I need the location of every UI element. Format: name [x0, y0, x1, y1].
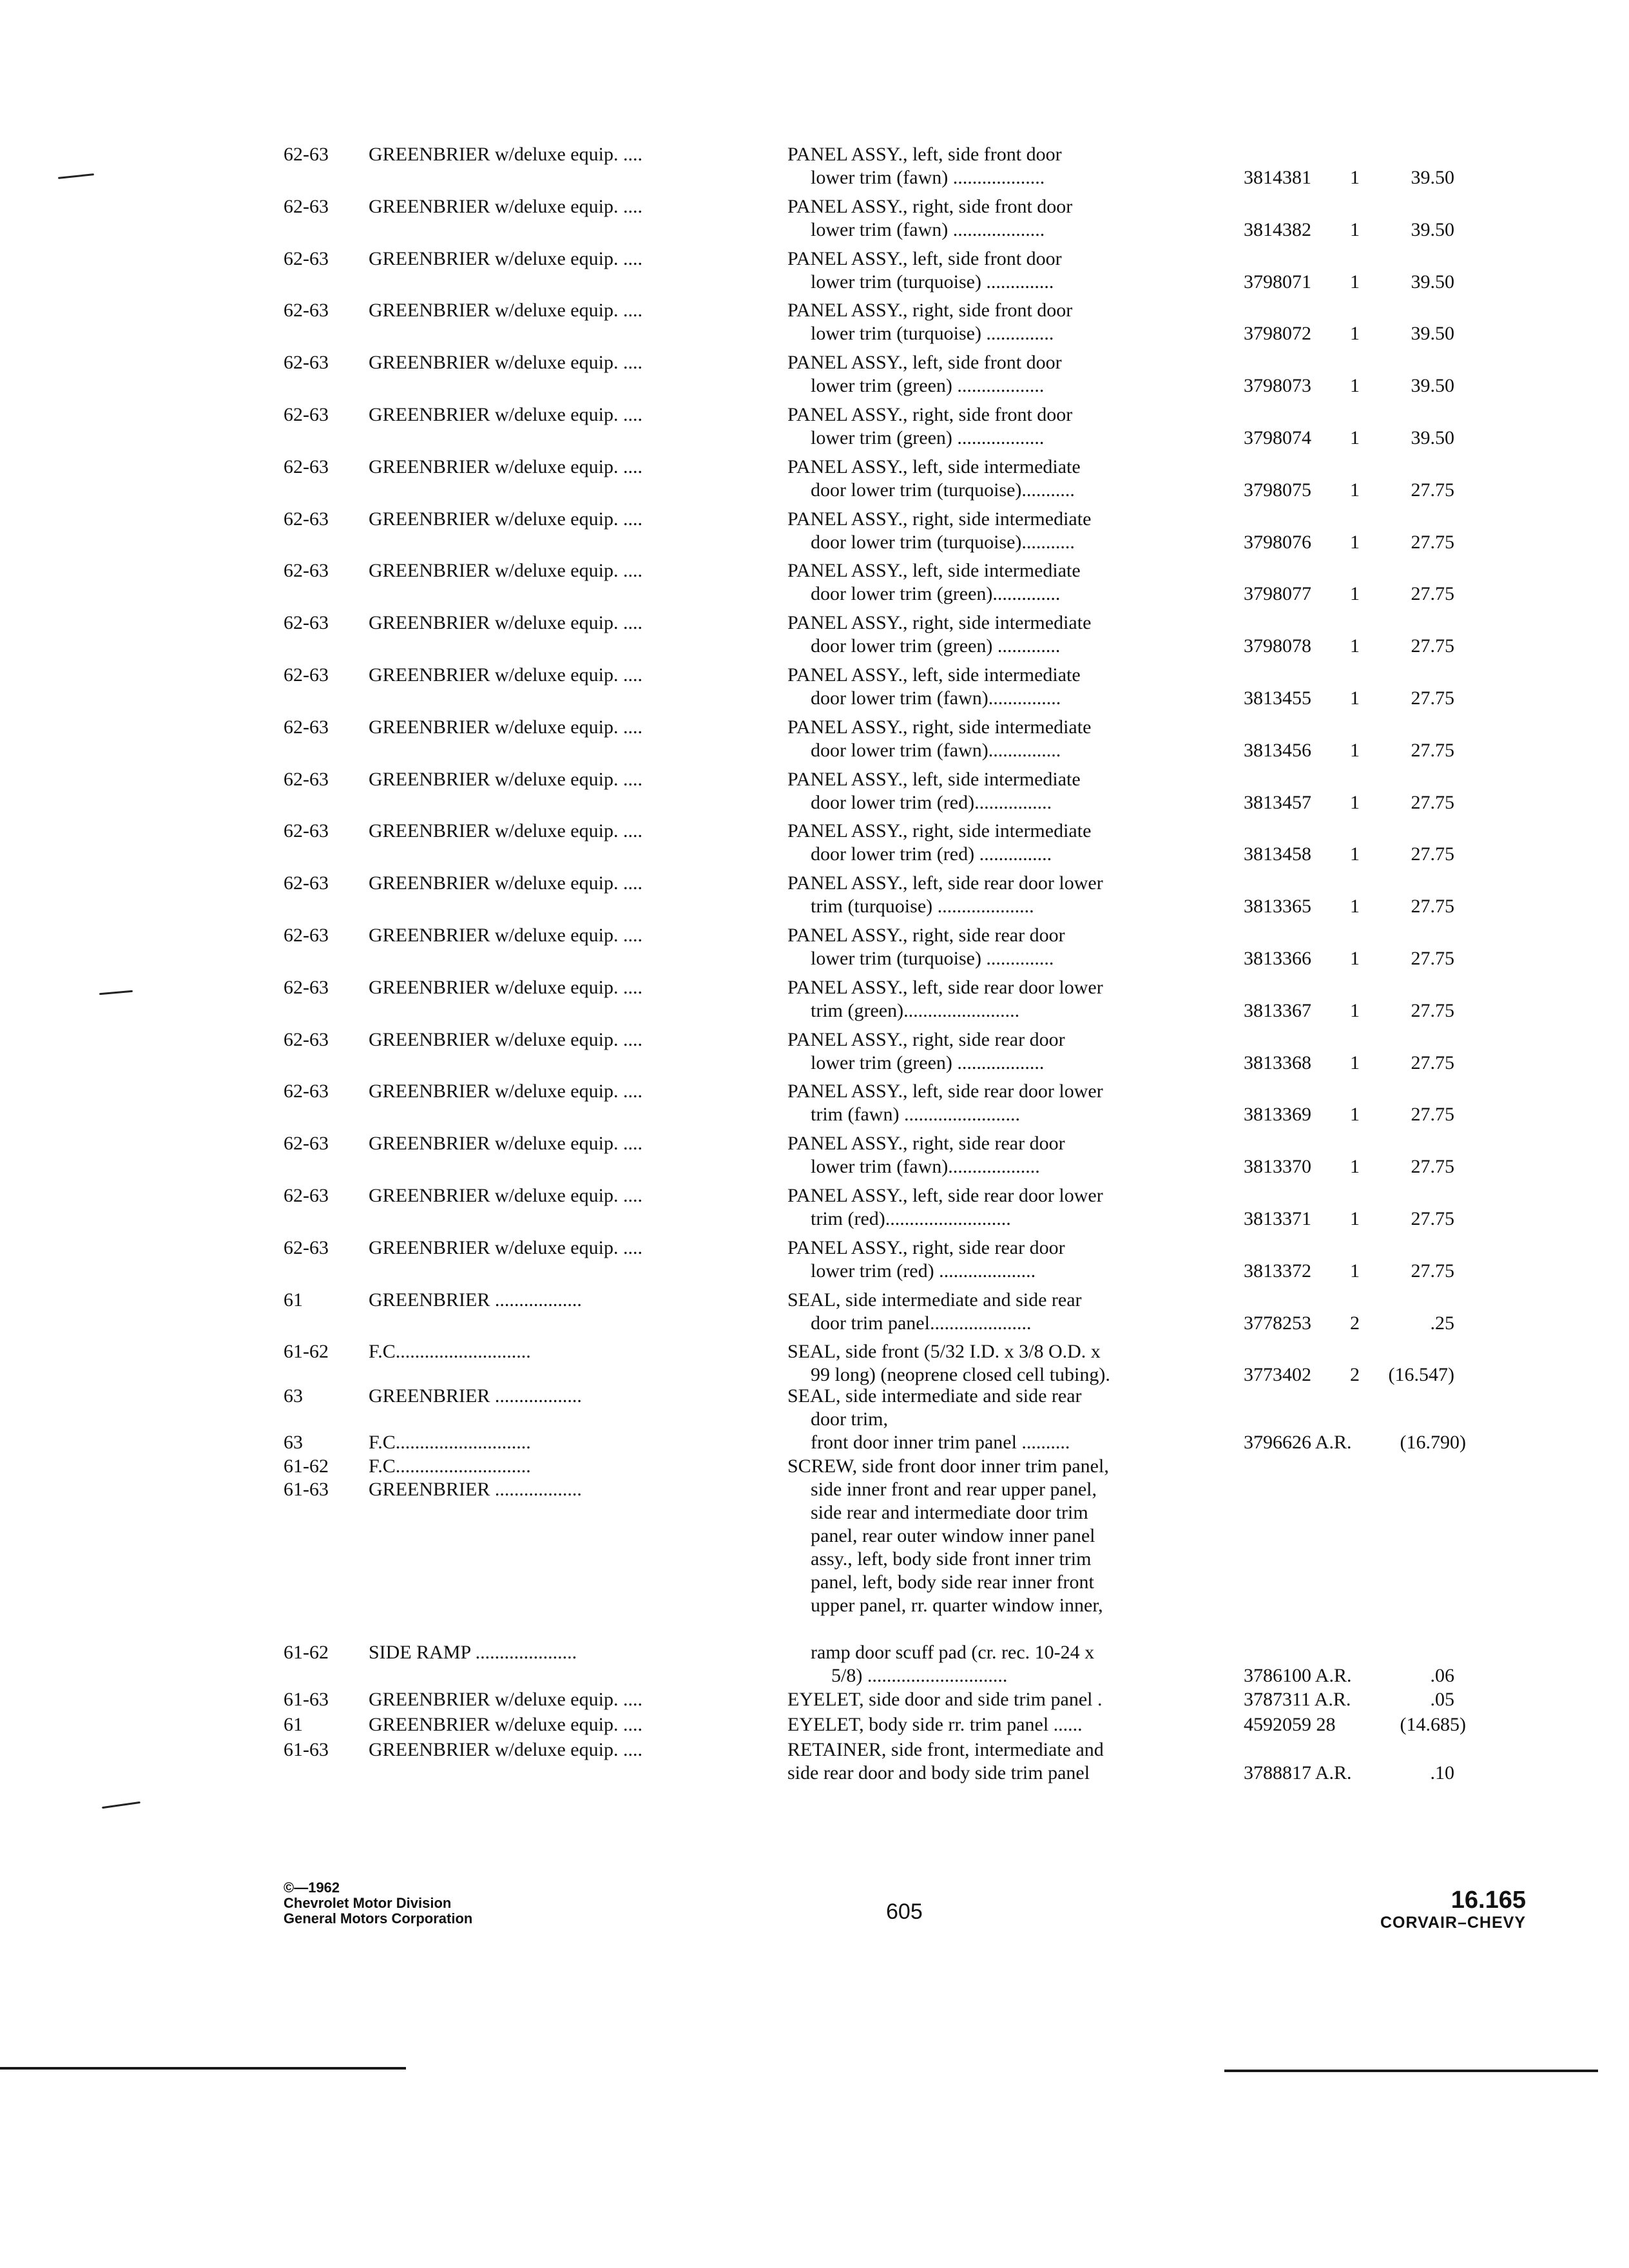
quantity: 1 [1350, 1156, 1360, 1177]
description: PANEL ASSY., right, side intermediate [787, 612, 1092, 633]
quantity: 1 [1350, 843, 1360, 865]
model: GREENBRIER w/deluxe equip. .... [369, 1185, 642, 1206]
description-cont: 99 long) (neoprene closed cell tubing). [811, 1364, 1110, 1385]
year: 62-63 [284, 300, 329, 321]
description: PANEL ASSY., left, side rear door lower [787, 1081, 1103, 1102]
year: 62-63 [284, 456, 329, 477]
bottom-rule-left [0, 2067, 406, 2070]
description-cont: door lower trim (red) ............... [811, 843, 1052, 865]
description-cont: trim (red).......................... [811, 1208, 1011, 1229]
quantity: 1 [1350, 1104, 1360, 1125]
catalog-row [0, 559, 1629, 611]
price: 27.75 [1411, 583, 1454, 604]
description: PANEL ASSY., left, side intermediate [787, 664, 1081, 686]
description: PANEL ASSY., left, side rear door lower [787, 1185, 1103, 1206]
model: GREENBRIER w/deluxe equip. .... [369, 248, 642, 269]
part-number: 3813369 [1244, 1104, 1311, 1125]
description: RETAINER, side front, intermediate and [787, 1739, 1104, 1760]
description: PANEL ASSY., left, side front door [787, 144, 1062, 165]
model: GREENBRIER w/deluxe equip. .... [369, 352, 642, 373]
model: F.C............................ [369, 1456, 531, 1477]
price: 27.75 [1411, 1156, 1454, 1177]
year: 61-62 [284, 1642, 329, 1663]
section-block [1380, 1887, 1526, 1932]
description: PANEL ASSY., left, side rear door lower [787, 872, 1103, 894]
year: 62-63 [284, 1081, 329, 1102]
part-number: 3798071 [1244, 271, 1311, 293]
catalog-row [0, 508, 1629, 559]
description: PANEL ASSY., right, side front door [787, 300, 1073, 321]
description-cont: door lower trim (turquoise)........... [811, 479, 1075, 501]
description: EYELET, body side rr. trim panel ...... [787, 1714, 1083, 1735]
description-cont: panel, rear outer window inner panel [811, 1525, 1095, 1546]
corporation: General Motors Corporation [284, 1910, 473, 1927]
catalog-row [0, 768, 1629, 820]
model: F.C............................ [369, 1432, 531, 1453]
year: 62-63 [284, 248, 329, 269]
model: SIDE RAMP ..................... [369, 1642, 577, 1663]
part-number: 3813367 [1244, 1000, 1311, 1021]
year: 63 [284, 1432, 303, 1453]
price: 27.75 [1411, 1104, 1454, 1125]
bottom-rule-right [1224, 2070, 1598, 2072]
year: 62-63 [284, 977, 329, 998]
copyright-block [284, 1880, 472, 1927]
part-number: 3798074 [1244, 427, 1311, 448]
description: PANEL ASSY., right, side rear door [787, 925, 1065, 946]
scan-mark [102, 1802, 140, 1809]
quantity: 1 [1350, 1052, 1360, 1073]
year: 62-63 [284, 612, 329, 633]
model: GREENBRIER w/deluxe equip. .... [369, 1739, 642, 1760]
model: GREENBRIER w/deluxe equip. .... [369, 664, 642, 686]
catalog-row [0, 351, 1629, 403]
quantity: 1 [1350, 323, 1360, 344]
part-number-qty: 3788817 A.R. [1244, 1762, 1352, 1783]
part-number: 3814382 [1244, 219, 1311, 240]
part-number-qty: 4592059 28 [1244, 1714, 1336, 1735]
price: 39.50 [1411, 271, 1454, 293]
model: GREENBRIER w/deluxe equip. .... [369, 977, 642, 998]
price: 27.75 [1411, 1260, 1454, 1282]
year: 62-63 [284, 769, 329, 790]
catalog-row [0, 299, 1629, 351]
year: 62-63 [284, 352, 329, 373]
part-number: 3778253 [1244, 1312, 1311, 1334]
model: GREENBRIER w/deluxe equip. .... [369, 820, 642, 841]
year: 62-63 [284, 560, 329, 581]
description-cont: lower trim (fawn) ................... [811, 219, 1045, 240]
description-cont: trim (turquoise) .................... [811, 896, 1034, 917]
quantity: 1 [1350, 896, 1360, 917]
part-number: 3814381 [1244, 167, 1311, 188]
year: 61-63 [284, 1689, 329, 1710]
part-number: 3773402 [1244, 1364, 1311, 1385]
price: 27.75 [1411, 896, 1454, 917]
year: 62-63 [284, 820, 329, 841]
quantity: 1 [1350, 948, 1360, 969]
description-cont: panel, left, body side rear inner front [811, 1571, 1094, 1593]
model: GREENBRIER w/deluxe equip. .... [369, 508, 642, 530]
description: SEAL, side intermediate and side rear [787, 1385, 1082, 1407]
price: 27.75 [1411, 635, 1454, 657]
description: PANEL ASSY., right, side rear door [787, 1237, 1065, 1258]
description: PANEL ASSY., right, side front door [787, 404, 1073, 425]
price: .25 [1430, 1312, 1454, 1334]
quantity: 2 [1350, 1312, 1360, 1334]
catalog-row [0, 1340, 1629, 1392]
catalog-brand: CORVAIR–CHEVY [1380, 1914, 1526, 1932]
year: 62-63 [284, 144, 329, 165]
year: 62-63 [284, 1185, 329, 1206]
price: 39.50 [1411, 219, 1454, 240]
description-cont: lower trim (red) .................... [811, 1260, 1036, 1282]
description-cont: trim (fawn) ........................ [811, 1104, 1020, 1125]
model: GREENBRIER w/deluxe equip. .... [369, 144, 642, 165]
part-number: 3813370 [1244, 1156, 1311, 1177]
quantity: 1 [1350, 1208, 1360, 1229]
price: .05 [1430, 1689, 1454, 1710]
description-cont: side inner front and rear upper panel, [811, 1479, 1097, 1500]
year: 62-63 [284, 1133, 329, 1154]
year: 62-63 [284, 404, 329, 425]
description-cont: trim (green)........................ [811, 1000, 1020, 1021]
part-number: 3813366 [1244, 948, 1311, 969]
model: GREENBRIER w/deluxe equip. .... [369, 925, 642, 946]
quantity: 1 [1350, 479, 1360, 501]
catalog-row [0, 716, 1629, 767]
price: 39.50 [1411, 427, 1454, 448]
description-cont: ramp door scuff pad (cr. rec. 10-24 x [811, 1642, 1095, 1663]
price: (14.685) [1400, 1714, 1466, 1735]
model: GREENBRIER w/deluxe equip. .... [369, 1081, 642, 1102]
quantity: 2 [1350, 1364, 1360, 1385]
catalog-row [0, 1080, 1629, 1131]
catalog-row [0, 195, 1629, 247]
description-cont: lower trim (turquoise) .............. [811, 323, 1054, 344]
description: PANEL ASSY., right, side rear door [787, 1133, 1065, 1154]
description-cont: door lower trim (green) ............. [811, 635, 1061, 657]
copyright: ©—1962 [284, 1879, 340, 1896]
description: PANEL ASSY., left, side intermediate [787, 456, 1081, 477]
year: 61-62 [284, 1341, 329, 1362]
quantity: 1 [1350, 271, 1360, 293]
description-cont: lower trim (green) .................. [811, 1052, 1045, 1073]
year: 63 [284, 1385, 303, 1407]
description: PANEL ASSY., right, side front door [787, 196, 1073, 217]
catalog-row [0, 820, 1629, 871]
catalog-row [0, 456, 1629, 507]
part-number: 3798077 [1244, 583, 1311, 604]
price: 27.75 [1411, 532, 1454, 553]
catalog-row [0, 1289, 1629, 1340]
price: .06 [1430, 1665, 1454, 1686]
year: 62-63 [284, 196, 329, 217]
description-cont: door lower trim (turquoise)........... [811, 532, 1075, 553]
description-cont: door trim, [811, 1408, 888, 1430]
description: PANEL ASSY., left, side front door [787, 248, 1062, 269]
model: GREENBRIER w/deluxe equip. .... [369, 300, 642, 321]
catalog-row [0, 247, 1629, 299]
year: 61 [284, 1289, 303, 1311]
model: GREENBRIER w/deluxe equip. .... [369, 404, 642, 425]
price: .10 [1430, 1762, 1454, 1783]
description-cont: assy., left, body side front inner trim [811, 1548, 1092, 1570]
description-cont: door trim panel..................... [811, 1312, 1032, 1334]
price: 27.75 [1411, 740, 1454, 761]
description: PANEL ASSY., left, side rear door lower [787, 977, 1103, 998]
catalog-row [0, 872, 1629, 923]
model: GREENBRIER w/deluxe equip. .... [369, 1714, 642, 1735]
price: 27.75 [1411, 843, 1454, 865]
quantity: 1 [1350, 1260, 1360, 1282]
quantity: 1 [1350, 219, 1360, 240]
model: GREENBRIER .................. [369, 1385, 582, 1407]
description-cont: door lower trim (red)................ [811, 792, 1052, 813]
model: F.C............................ [369, 1341, 531, 1362]
price: 27.75 [1411, 687, 1454, 709]
part-number: 3813365 [1244, 896, 1311, 917]
part-number: 3813458 [1244, 843, 1311, 865]
year: 62-63 [284, 664, 329, 686]
model: GREENBRIER w/deluxe equip. .... [369, 560, 642, 581]
division: Chevrolet Motor Division [284, 1895, 452, 1911]
part-number: 3798078 [1244, 635, 1311, 657]
part-number: 3813371 [1244, 1208, 1311, 1229]
catalog-row [0, 143, 1629, 195]
quantity: 1 [1350, 532, 1360, 553]
part-number: 3813457 [1244, 792, 1311, 813]
page-number: 605 [886, 1899, 923, 1924]
part-number: 3813456 [1244, 740, 1311, 761]
year: 62-63 [284, 716, 329, 738]
quantity: 1 [1350, 583, 1360, 604]
price: 39.50 [1411, 167, 1454, 188]
description-cont: lower trim (green) .................. [811, 375, 1045, 396]
description-cont: side rear door and body side trim panel [787, 1762, 1090, 1783]
description: EYELET, side door and side trim panel . [787, 1689, 1103, 1710]
price: (16.547) [1388, 1364, 1454, 1385]
description: PANEL ASSY., right, side intermediate [787, 508, 1092, 530]
description: SEAL, side intermediate and side rear [787, 1289, 1082, 1311]
model: GREENBRIER .................. [369, 1479, 582, 1500]
model: GREENBRIER w/deluxe equip. .... [369, 872, 642, 894]
model: GREENBRIER w/deluxe equip. .... [369, 612, 642, 633]
description-cont: lower trim (turquoise) .............. [811, 948, 1054, 969]
catalog-row [0, 664, 1629, 715]
catalog-row [0, 403, 1629, 455]
part-number: 3798075 [1244, 479, 1311, 501]
description-cont: door lower trim (green).............. [811, 583, 1061, 604]
catalog-row [0, 611, 1629, 663]
description-cont: door lower trim (fawn)............... [811, 740, 1061, 761]
model: GREENBRIER .................. [369, 1289, 582, 1311]
quantity: 1 [1350, 740, 1360, 761]
catalog-row [0, 1132, 1629, 1184]
part-number-qty: 3796626 A.R. [1244, 1432, 1352, 1453]
price: 39.50 [1411, 375, 1454, 396]
description: PANEL ASSY., left, side intermediate [787, 560, 1081, 581]
model: GREENBRIER w/deluxe equip. .... [369, 1029, 642, 1050]
description-cont: lower trim (green) .................. [811, 427, 1045, 448]
description-cont: lower trim (fawn) ................... [811, 167, 1045, 188]
year: 62-63 [284, 1237, 329, 1258]
description-cont: upper panel, rr. quarter window inner, [811, 1595, 1103, 1616]
part-number: 3813455 [1244, 687, 1311, 709]
catalog-row [0, 924, 1629, 975]
description: PANEL ASSY., right, side rear door [787, 1029, 1065, 1050]
price: (16.790) [1400, 1432, 1466, 1453]
description: SCREW, side front door inner trim panel, [787, 1456, 1109, 1477]
description-cont: lower trim (fawn)................... [811, 1156, 1040, 1177]
model: GREENBRIER w/deluxe equip. .... [369, 1689, 642, 1710]
section-number: 16.165 [1451, 1887, 1526, 1914]
model: GREENBRIER w/deluxe equip. .... [369, 1237, 642, 1258]
quantity: 1 [1350, 1000, 1360, 1021]
part-number: 3798072 [1244, 323, 1311, 344]
price: 27.75 [1411, 948, 1454, 969]
part-number: 3798076 [1244, 532, 1311, 553]
quantity: 1 [1350, 427, 1360, 448]
price: 39.50 [1411, 323, 1454, 344]
quantity: 1 [1350, 687, 1360, 709]
catalog-row [0, 1236, 1629, 1288]
catalog-row [0, 1184, 1629, 1236]
description-cont: door lower trim (fawn)............... [811, 687, 1061, 709]
year: 61 [284, 1714, 303, 1735]
description-cont: lower trim (turquoise) .............. [811, 271, 1054, 293]
description-cont: 5/8) ............................. [831, 1665, 1008, 1686]
year: 62-63 [284, 508, 329, 530]
part-number: 3798073 [1244, 375, 1311, 396]
price: 27.75 [1411, 1052, 1454, 1073]
quantity: 1 [1350, 635, 1360, 657]
part-number: 3813372 [1244, 1260, 1311, 1282]
part-number-qty: 3786100 A.R. [1244, 1665, 1352, 1686]
description: SEAL, side front (5/32 I.D. x 3/8 O.D. x [787, 1341, 1101, 1362]
model: GREENBRIER w/deluxe equip. .... [369, 716, 642, 738]
year: 61-63 [284, 1479, 329, 1500]
year: 61-63 [284, 1739, 329, 1760]
part-number: 3813368 [1244, 1052, 1311, 1073]
quantity: 1 [1350, 167, 1360, 188]
description-cont: side rear and intermediate door trim [811, 1502, 1088, 1523]
description: PANEL ASSY., right, side intermediate [787, 716, 1092, 738]
part-number-qty: 3787311 A.R. [1244, 1689, 1351, 1710]
year: 61-62 [284, 1456, 329, 1477]
catalog-row [0, 1028, 1629, 1080]
description: PANEL ASSY., left, side front door [787, 352, 1062, 373]
price: 27.75 [1411, 479, 1454, 501]
model: GREENBRIER w/deluxe equip. .... [369, 196, 642, 217]
model: GREENBRIER w/deluxe equip. .... [369, 456, 642, 477]
price: 27.75 [1411, 792, 1454, 813]
price: 27.75 [1411, 1208, 1454, 1229]
catalog-row [0, 976, 1629, 1028]
description: PANEL ASSY., left, side intermediate [787, 769, 1081, 790]
quantity: 1 [1350, 375, 1360, 396]
quantity: 1 [1350, 792, 1360, 813]
year: 62-63 [284, 872, 329, 894]
year: 62-63 [284, 925, 329, 946]
year: 62-63 [284, 1029, 329, 1050]
model: GREENBRIER w/deluxe equip. .... [369, 1133, 642, 1154]
price: 27.75 [1411, 1000, 1454, 1021]
description: PANEL ASSY., right, side intermediate [787, 820, 1092, 841]
model: GREENBRIER w/deluxe equip. .... [369, 769, 642, 790]
description-cont: front door inner trim panel .......... [811, 1432, 1070, 1453]
